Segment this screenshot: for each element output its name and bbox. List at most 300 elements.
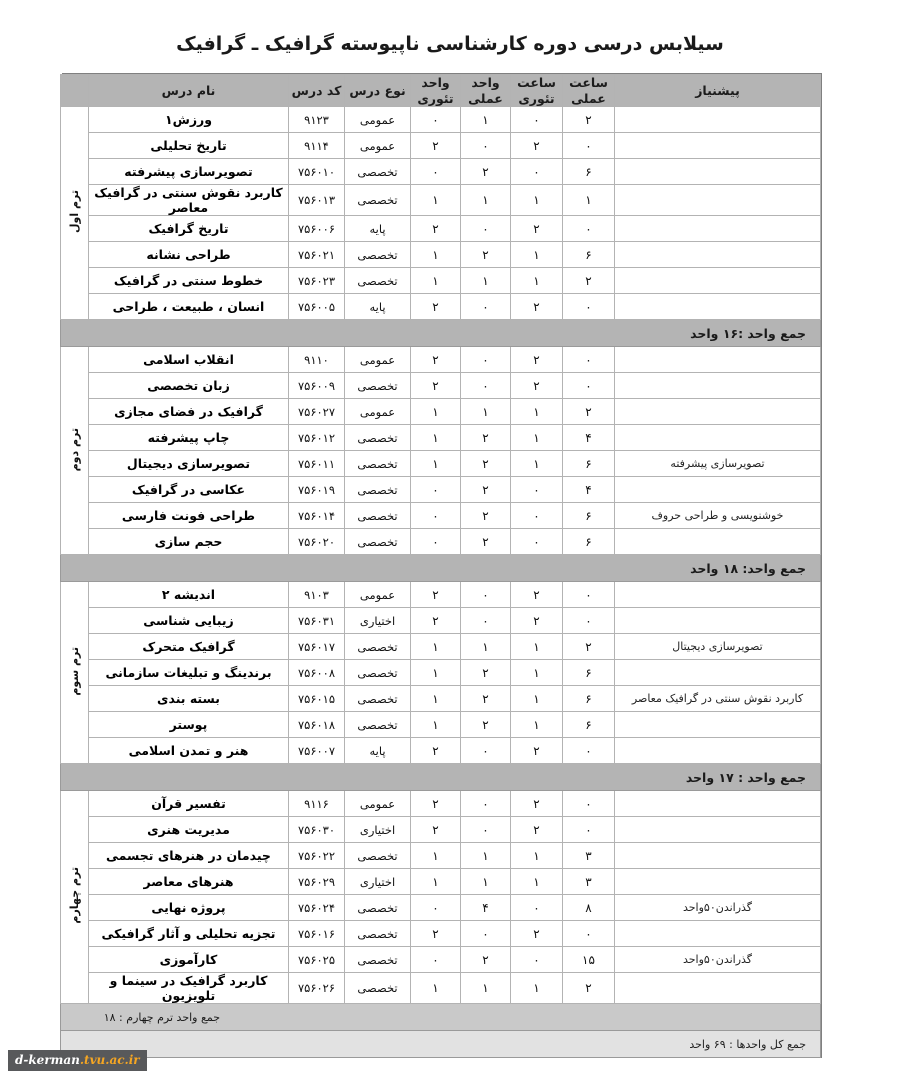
cell-hours-theory: ۲ (511, 817, 563, 843)
cell-units-theory: ۰ (411, 159, 461, 185)
cell-units-practical: ۰ (461, 817, 511, 843)
cell-units-practical: ۲ (461, 712, 511, 738)
cell-units-theory: ۱ (411, 843, 461, 869)
cell-course-type: اختیاری (345, 817, 411, 843)
cell-units-theory: ۱ (411, 686, 461, 712)
cell-hours-theory: ۱ (511, 660, 563, 686)
cell-hours-theory: ۱ (511, 843, 563, 869)
cell-course-name: طراحی فونت فارسی (89, 503, 289, 529)
cell-hours-theory: ۱ (511, 686, 563, 712)
cell-course-name: انقلاب اسلامی (89, 347, 289, 373)
cell-prerequisite: تصویرسازی پیشرفته (615, 451, 821, 477)
syllabus-table (60, 74, 821, 1058)
site-name: d-kerman (15, 1053, 80, 1067)
cell-units-practical: ۰ (461, 921, 511, 947)
term-summary-text: جمع واحد : ۱۷ واحد (61, 764, 821, 791)
cell-units-theory: ۱ (411, 973, 461, 1004)
cell-units-practical: ۲ (461, 660, 511, 686)
cell-hours-practical: ۲ (563, 268, 615, 294)
cell-hours-practical: ۰ (563, 347, 615, 373)
cell-prerequisite (615, 425, 821, 451)
table-row (61, 738, 821, 764)
cell-units-theory: ۱ (411, 268, 461, 294)
cell-course-type: تخصصی (345, 686, 411, 712)
cell-course-type: عمومی (345, 399, 411, 425)
table-row (61, 159, 821, 185)
cell-units-theory: ۲ (411, 791, 461, 817)
term-label-text: ترم دوم (68, 427, 81, 471)
cell-hours-practical: ۳ (563, 869, 615, 895)
cell-prerequisite: خوشنویسی و طراحی حروف (615, 503, 821, 529)
cell-prerequisite (615, 973, 821, 1004)
cell-course-type: تخصصی (345, 660, 411, 686)
cell-hours-theory: ۱ (511, 425, 563, 451)
cell-units-theory: ۱ (411, 660, 461, 686)
cell-hours-practical: ۱ (563, 185, 615, 216)
site-domain: .tvu.ac.ir (79, 1053, 140, 1067)
cell-units-practical: ۲ (461, 529, 511, 555)
cell-course-code: ۷۵۶۰۲۰ (289, 529, 345, 555)
cell-units-practical: ۰ (461, 791, 511, 817)
cell-course-name: خطوط سنتی در گرافیک (89, 268, 289, 294)
cell-course-type: پایه (345, 738, 411, 764)
cell-course-code: ۷۵۶۰۱۲ (289, 425, 345, 451)
cell-units-practical: ۲ (461, 947, 511, 973)
cell-course-type: تخصصی (345, 529, 411, 555)
cell-hours-practical: ۰ (563, 738, 615, 764)
cell-course-code: ۷۵۶۰۲۱ (289, 242, 345, 268)
cell-prerequisite (615, 107, 821, 133)
grand-total-text: جمع کل واحدها : ۶۹ واحد (61, 1031, 821, 1058)
cell-course-type: تخصصی (345, 503, 411, 529)
term-label-text: ترم اول (68, 190, 81, 234)
cell-course-type: تخصصی (345, 477, 411, 503)
column-header-prerequisite: پیشنیاز (615, 75, 821, 107)
cell-course-type: عمومی (345, 582, 411, 608)
cell-prerequisite (615, 529, 821, 555)
column-header-course-code: کد درس (289, 75, 345, 107)
table-row (61, 947, 821, 973)
cell-hours-theory: ۲ (511, 347, 563, 373)
cell-prerequisite (615, 399, 821, 425)
cell-course-name: ورزش۱ (89, 107, 289, 133)
cell-hours-practical: ۰ (563, 133, 615, 159)
cell-hours-theory: ۲ (511, 133, 563, 159)
cell-course-name: حجم سازی (89, 529, 289, 555)
cell-prerequisite (615, 477, 821, 503)
cell-units-practical: ۴ (461, 895, 511, 921)
cell-hours-theory: ۲ (511, 582, 563, 608)
cell-units-theory: ۲ (411, 921, 461, 947)
table-row (61, 347, 821, 373)
table-row (61, 529, 821, 555)
cell-course-name: گرافیک متحرک (89, 634, 289, 660)
cell-course-code: ۷۵۶۰۱۵ (289, 686, 345, 712)
table-row (61, 843, 821, 869)
cell-hours-practical: ۶ (563, 529, 615, 555)
cell-hours-practical: ۶ (563, 660, 615, 686)
cell-prerequisite (615, 817, 821, 843)
cell-course-name: برندینگ و تبلیغات سازمانی (89, 660, 289, 686)
cell-course-code: ۷۵۶۰۲۵ (289, 947, 345, 973)
cell-hours-theory: ۱ (511, 268, 563, 294)
cell-prerequisite (615, 373, 821, 399)
cell-course-code: ۷۵۶۰۲۹ (289, 869, 345, 895)
cell-course-type: تخصصی (345, 973, 411, 1004)
cell-units-theory: ۱ (411, 242, 461, 268)
cell-units-theory: ۱ (411, 634, 461, 660)
cell-prerequisite (615, 268, 821, 294)
cell-course-type: عمومی (345, 133, 411, 159)
cell-course-code: ۷۵۶۰۲۲ (289, 843, 345, 869)
cell-course-type: پایه (345, 216, 411, 242)
cell-units-theory: ۲ (411, 216, 461, 242)
cell-units-practical: ۱ (461, 185, 511, 216)
cell-course-name: چیدمان در هنرهای تجسمی (89, 843, 289, 869)
cell-course-name: گرافیک در فضای مجازی (89, 399, 289, 425)
cell-prerequisite (615, 347, 821, 373)
cell-prerequisite (615, 921, 821, 947)
cell-course-type: تخصصی (345, 843, 411, 869)
page-title: سیلابس درسی دوره کارشناسی ناپیوسته گرافیک ـ گرافیک (176, 33, 724, 55)
cell-units-theory: ۲ (411, 608, 461, 634)
cell-units-practical: ۰ (461, 133, 511, 159)
term-summary-value: جمع واحد ترم چهارم : ۱۸ (103, 1010, 220, 1024)
column-header-units-theory: واحد تئوری (411, 75, 461, 107)
cell-course-code: ۷۵۶۰۲۳ (289, 268, 345, 294)
cell-course-type: اختیاری (345, 869, 411, 895)
table-row (61, 634, 821, 660)
term-summary-row (61, 555, 821, 582)
cell-course-code: ۷۵۶۰۱۱ (289, 451, 345, 477)
cell-course-type: تخصصی (345, 712, 411, 738)
cell-hours-theory: ۱ (511, 634, 563, 660)
cell-units-theory: ۰ (411, 947, 461, 973)
cell-course-code: ۷۵۶۰۱۰ (289, 159, 345, 185)
cell-hours-practical: ۶ (563, 686, 615, 712)
cell-course-name: هنرهای معاصر (89, 869, 289, 895)
table-row (61, 268, 821, 294)
cell-units-theory: ۱ (411, 451, 461, 477)
cell-hours-theory: ۱ (511, 185, 563, 216)
cell-course-code: ۷۵۶۰۳۱ (289, 608, 345, 634)
cell-course-type: تخصصی (345, 242, 411, 268)
cell-hours-practical: ۲ (563, 634, 615, 660)
cell-course-name: طراحی نشانه (89, 242, 289, 268)
cell-hours-practical: ۱۵ (563, 947, 615, 973)
cell-hours-practical: ۲ (563, 107, 615, 133)
table-row (61, 973, 821, 1004)
term-label-text: ترم چهارم (68, 867, 81, 925)
cell-units-practical: ۰ (461, 608, 511, 634)
table-row (61, 373, 821, 399)
cell-course-type: پایه (345, 294, 411, 320)
cell-hours-practical: ۶ (563, 451, 615, 477)
cell-course-name: چاپ پیشرفته (89, 425, 289, 451)
cell-course-type: عمومی (345, 347, 411, 373)
cell-hours-practical: ۶ (563, 712, 615, 738)
column-header-units-practical: واحد عملی (461, 75, 511, 107)
table-row (61, 817, 821, 843)
term-summary-row (61, 1004, 821, 1031)
cell-hours-theory: ۲ (511, 294, 563, 320)
cell-hours-theory: ۱ (511, 973, 563, 1004)
cell-units-practical: ۰ (461, 216, 511, 242)
cell-course-code: ۷۵۶۰۱۴ (289, 503, 345, 529)
cell-units-theory: ۲ (411, 817, 461, 843)
site-watermark (8, 1050, 147, 1071)
cell-prerequisite (615, 791, 821, 817)
cell-hours-theory: ۲ (511, 738, 563, 764)
cell-course-code: ۷۵۶۰۲۷ (289, 399, 345, 425)
cell-units-practical: ۲ (461, 503, 511, 529)
cell-course-name: تاریخ تحلیلی (89, 133, 289, 159)
cell-course-code: ۹۱۰۳ (289, 582, 345, 608)
cell-course-code: ۷۵۶۰۱۸ (289, 712, 345, 738)
cell-course-name: انسان ، طبیعت ، طراحی (89, 294, 289, 320)
table-body (61, 107, 821, 1058)
cell-hours-practical: ۸ (563, 895, 615, 921)
cell-hours-practical: ۳ (563, 843, 615, 869)
table-row (61, 107, 821, 133)
cell-hours-practical: ۲ (563, 399, 615, 425)
column-header-course-name: نام درس (89, 75, 289, 107)
cell-units-theory: ۲ (411, 373, 461, 399)
table-row (61, 294, 821, 320)
cell-hours-theory: ۱ (511, 242, 563, 268)
cell-course-type: تخصصی (345, 634, 411, 660)
cell-units-practical: ۰ (461, 582, 511, 608)
cell-prerequisite (615, 185, 821, 216)
table-row (61, 608, 821, 634)
cell-hours-practical: ۰ (563, 608, 615, 634)
table-row (61, 895, 821, 921)
cell-course-name: تجزیه تحلیلی و آثار گرافیکی (89, 921, 289, 947)
cell-units-practical: ۱ (461, 843, 511, 869)
cell-hours-theory: ۲ (511, 373, 563, 399)
cell-units-practical: ۲ (461, 477, 511, 503)
cell-prerequisite (615, 660, 821, 686)
cell-units-theory: ۱ (411, 869, 461, 895)
cell-hours-practical: ۶ (563, 503, 615, 529)
cell-course-code: ۷۵۶۰۰۵ (289, 294, 345, 320)
cell-prerequisite (615, 712, 821, 738)
cell-course-type: تخصصی (345, 921, 411, 947)
cell-hours-theory: ۱ (511, 451, 563, 477)
cell-hours-theory: ۰ (511, 947, 563, 973)
term-summary-row (61, 320, 821, 347)
table-row (61, 503, 821, 529)
cell-hours-theory: ۱ (511, 712, 563, 738)
cell-term-label (61, 107, 89, 320)
cell-prerequisite (615, 216, 821, 242)
cell-hours-practical: ۰ (563, 791, 615, 817)
cell-hours-practical: ۰ (563, 921, 615, 947)
cell-course-name: زیبایی شناسی (89, 608, 289, 634)
cell-hours-theory: ۰ (511, 107, 563, 133)
cell-course-name: مدیریت هنری (89, 817, 289, 843)
cell-course-code: ۷۵۶۰۰۶ (289, 216, 345, 242)
cell-prerequisite: کاربرد نقوش سنتی در گرافیک معاصر (615, 686, 821, 712)
cell-units-theory: ۲ (411, 738, 461, 764)
term-summary-text: جمع واحد :۱۶ واحد (61, 320, 821, 347)
cell-hours-theory: ۲ (511, 608, 563, 634)
cell-course-name: تصویرسازی پیشرفته (89, 159, 289, 185)
cell-hours-theory: ۰ (511, 895, 563, 921)
table-header (61, 75, 821, 107)
cell-hours-practical: ۶ (563, 159, 615, 185)
cell-prerequisite (615, 294, 821, 320)
cell-course-type: تخصصی (345, 373, 411, 399)
cell-units-theory: ۱ (411, 399, 461, 425)
cell-prerequisite (615, 738, 821, 764)
cell-units-practical: ۰ (461, 347, 511, 373)
cell-prerequisite (615, 869, 821, 895)
cell-course-name: تاریخ گرافیک (89, 216, 289, 242)
cell-prerequisite (615, 843, 821, 869)
cell-units-practical: ۰ (461, 738, 511, 764)
cell-prerequisite (615, 133, 821, 159)
cell-course-name: تفسیر قرآن (89, 791, 289, 817)
cell-units-theory: ۱ (411, 712, 461, 738)
header-row (61, 75, 821, 107)
cell-units-theory: ۰ (411, 107, 461, 133)
table-row (61, 712, 821, 738)
cell-course-name: پوستر (89, 712, 289, 738)
cell-course-type: اختیاری (345, 608, 411, 634)
table-row (61, 451, 821, 477)
column-header-hours-practical: ساعت عملی (563, 75, 615, 107)
cell-units-practical: ۱ (461, 107, 511, 133)
table-row (61, 869, 821, 895)
table-row (61, 921, 821, 947)
cell-term-label (61, 582, 89, 764)
table-row (61, 582, 821, 608)
cell-course-name: تصویرسازی دیجیتال (89, 451, 289, 477)
cell-hours-theory: ۲ (511, 921, 563, 947)
cell-prerequisite (615, 159, 821, 185)
cell-course-code: ۷۵۶۰۲۴ (289, 895, 345, 921)
cell-hours-practical: ۰ (563, 373, 615, 399)
cell-course-type: عمومی (345, 791, 411, 817)
cell-hours-theory: ۲ (511, 216, 563, 242)
cell-course-name: اندیشه ۲ (89, 582, 289, 608)
cell-course-code: ۷۵۶۰۲۶ (289, 973, 345, 1004)
table-row (61, 477, 821, 503)
cell-course-type: تخصصی (345, 185, 411, 216)
cell-course-name: عکاسی در گرافیک (89, 477, 289, 503)
cell-course-type: تخصصی (345, 159, 411, 185)
term-summary-text (61, 1004, 821, 1031)
cell-prerequisite: تصویرسازی دیجیتال (615, 634, 821, 660)
cell-course-code: ۷۵۶۰۱۹ (289, 477, 345, 503)
cell-units-theory: ۱ (411, 185, 461, 216)
cell-hours-practical: ۰ (563, 582, 615, 608)
cell-units-theory: ۰ (411, 503, 461, 529)
cell-course-code: ۷۵۶۰۳۰ (289, 817, 345, 843)
table-row (61, 791, 821, 817)
cell-course-name: کاربرد نقوش سنتی در گرافیک معاصر (89, 185, 289, 216)
cell-units-theory: ۰ (411, 529, 461, 555)
term-summary-text: جمع واحد: ۱۸ واحد (61, 555, 821, 582)
grand-total-row (61, 1031, 821, 1058)
column-header-course-type: نوع درس (345, 75, 411, 107)
cell-course-type: تخصصی (345, 425, 411, 451)
cell-hours-practical: ۴ (563, 477, 615, 503)
cell-course-type: تخصصی (345, 268, 411, 294)
cell-hours-theory: ۱ (511, 399, 563, 425)
cell-units-practical: ۲ (461, 686, 511, 712)
cell-units-practical: ۲ (461, 242, 511, 268)
cell-course-type: عمومی (345, 107, 411, 133)
cell-course-code: ۷۵۶۰۱۷ (289, 634, 345, 660)
cell-course-type: تخصصی (345, 895, 411, 921)
cell-units-theory: ۲ (411, 133, 461, 159)
cell-units-practical: ۲ (461, 159, 511, 185)
table-row (61, 686, 821, 712)
cell-units-practical: ۱ (461, 634, 511, 660)
term-label-text: ترم سوم (68, 646, 81, 696)
cell-course-name: هنر و تمدن اسلامی (89, 738, 289, 764)
column-header-hours-theory: ساعت تئوری (511, 75, 563, 107)
cell-prerequisite: گذراندن۵۰واحد (615, 947, 821, 973)
cell-units-theory: ۲ (411, 294, 461, 320)
cell-hours-practical: ۶ (563, 242, 615, 268)
cell-units-theory: ۱ (411, 425, 461, 451)
cell-units-practical: ۱ (461, 399, 511, 425)
cell-course-name: کاربرد گرافیک در سینما و تلویزیون (89, 973, 289, 1004)
cell-prerequisite: گذراندن۵۰واحد (615, 895, 821, 921)
cell-course-name: بسته بندی (89, 686, 289, 712)
cell-units-theory: ۲ (411, 347, 461, 373)
table-row (61, 133, 821, 159)
cell-hours-theory: ۰ (511, 503, 563, 529)
cell-prerequisite (615, 582, 821, 608)
table-row (61, 242, 821, 268)
cell-term-label (61, 347, 89, 555)
cell-course-code: ۹۱۱۶ (289, 791, 345, 817)
cell-hours-theory: ۰ (511, 159, 563, 185)
cell-hours-theory: ۱ (511, 869, 563, 895)
cell-units-practical: ۱ (461, 869, 511, 895)
cell-hours-practical: ۰ (563, 216, 615, 242)
table-row (61, 185, 821, 216)
cell-course-code: ۷۵۶۰۱۳ (289, 185, 345, 216)
cell-hours-theory: ۰ (511, 477, 563, 503)
cell-units-practical: ۲ (461, 451, 511, 477)
cell-course-code: ۷۵۶۰۱۶ (289, 921, 345, 947)
syllabus-table-container (62, 73, 822, 1058)
cell-units-practical: ۱ (461, 268, 511, 294)
term-summary-row (61, 764, 821, 791)
cell-units-practical: ۰ (461, 294, 511, 320)
cell-hours-practical: ۲ (563, 973, 615, 1004)
cell-course-type: تخصصی (345, 947, 411, 973)
cell-hours-practical: ۰ (563, 817, 615, 843)
cell-prerequisite (615, 242, 821, 268)
cell-course-code: ۹۱۱۰ (289, 347, 345, 373)
cell-units-practical: ۰ (461, 373, 511, 399)
cell-course-code: ۹۱۲۳ (289, 107, 345, 133)
table-row (61, 660, 821, 686)
cell-course-name: پروژه نهایی (89, 895, 289, 921)
cell-hours-theory: ۲ (511, 791, 563, 817)
cell-hours-practical: ۴ (563, 425, 615, 451)
column-header-term (61, 75, 89, 107)
cell-hours-practical: ۰ (563, 294, 615, 320)
cell-units-practical: ۱ (461, 973, 511, 1004)
cell-hours-theory: ۰ (511, 529, 563, 555)
